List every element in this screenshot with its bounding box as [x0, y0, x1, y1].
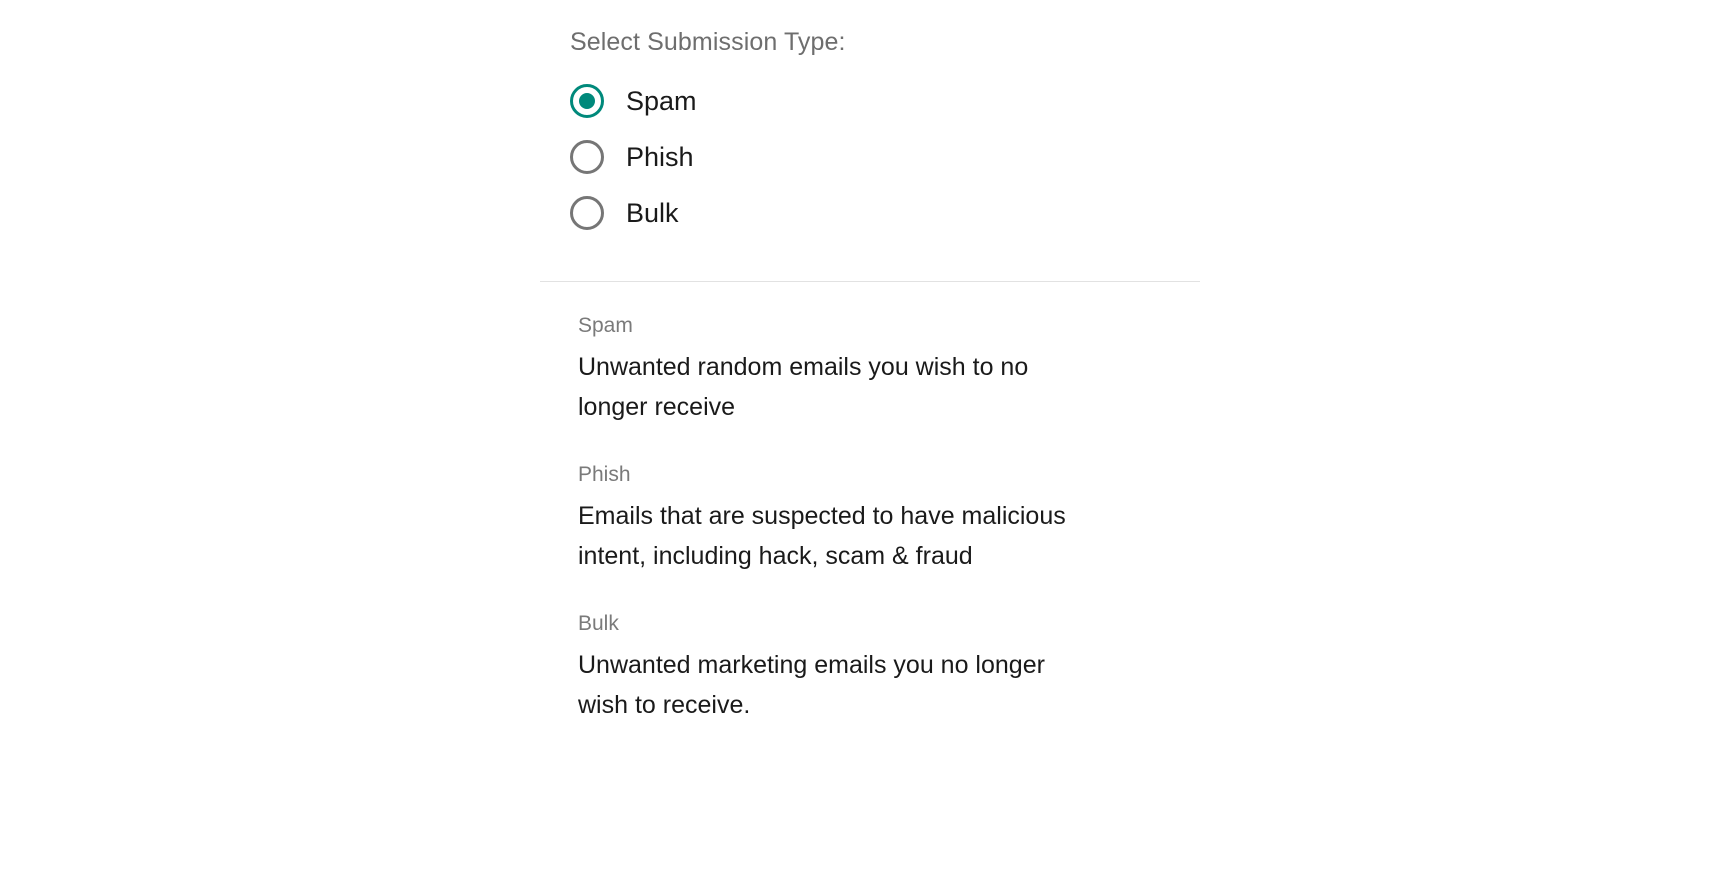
radio-dot-icon [579, 205, 595, 221]
description-body: Unwanted marketing emails you no longer wish to receive. [578, 651, 1045, 719]
radio-option-bulk[interactable] [570, 185, 1200, 241]
radio-icon[interactable] [570, 140, 604, 174]
description-item [578, 612, 1138, 725]
radio-icon[interactable] [570, 84, 604, 118]
submission-type-descriptions [578, 314, 1138, 725]
description-item [578, 463, 1138, 576]
radio-option-phish[interactable] [570, 129, 1200, 185]
radio-dot-icon [579, 149, 595, 165]
radio-option-label: Spam [626, 85, 697, 116]
submission-type-radio-group[interactable] [570, 73, 1200, 241]
radio-option-label: Phish [626, 141, 694, 172]
description-title: Phish [578, 463, 631, 486]
description-item [578, 314, 1138, 427]
radio-dot-icon [579, 93, 595, 109]
form-label: Select Submission Type: [570, 28, 846, 56]
description-body: Emails that are suspected to have malicious intent, including hack, scam & fraud [578, 502, 1066, 570]
radio-option-label: Bulk [626, 197, 679, 228]
radio-option-spam[interactable] [570, 73, 1200, 129]
radio-icon[interactable] [570, 196, 604, 230]
description-body: Unwanted random emails you wish to no longer receive [578, 353, 1029, 421]
description-title: Bulk [578, 612, 619, 635]
submission-type-panel [540, 0, 1200, 761]
description-title: Spam [578, 314, 633, 337]
section-divider [540, 281, 1200, 282]
